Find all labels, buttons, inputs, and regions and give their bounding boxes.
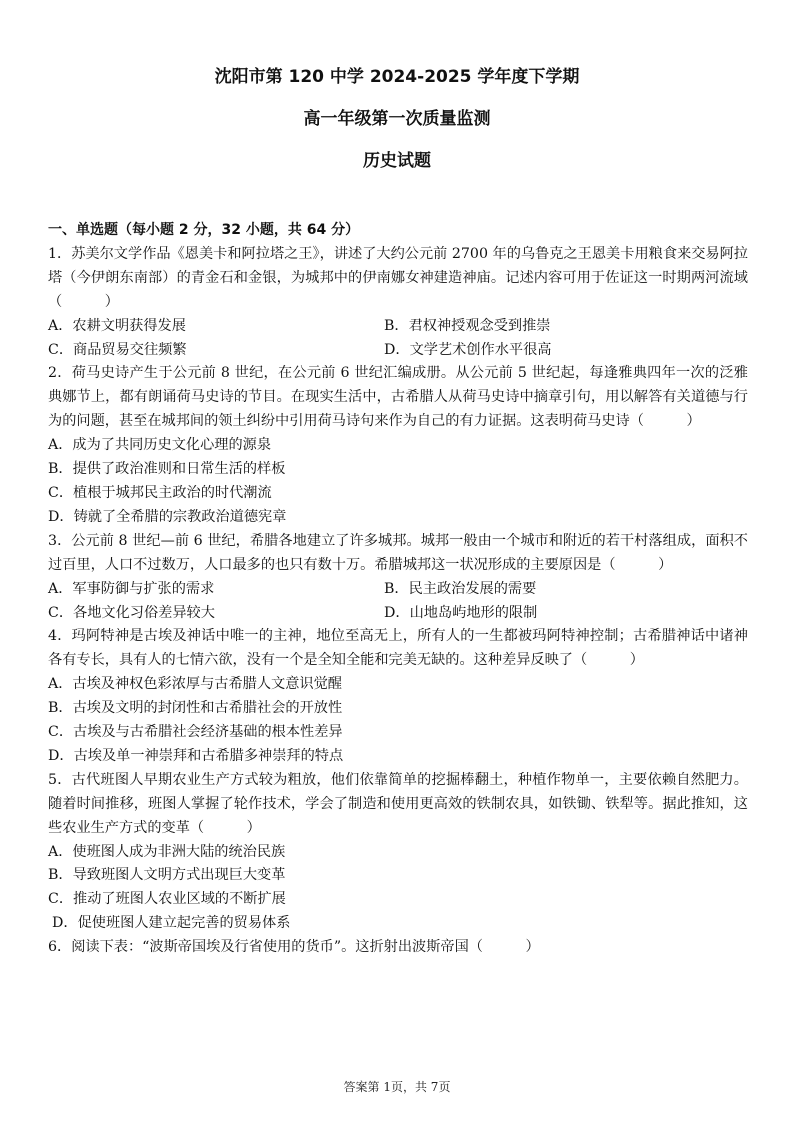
option-a: A．使班图人成为非洲大陆的统治民族 — [48, 843, 286, 860]
option-a: A．成为了共同历史文化心理的源泉 — [48, 437, 272, 454]
option-a: A．古埃及神权色彩浓厚与古希腊人文意识觉醒 — [48, 676, 342, 693]
option-a: A．农耕文明获得发展 — [48, 317, 186, 334]
option-b: B．导致班图人文明方式出现巨大变革 — [48, 867, 286, 884]
option-b: B．古埃及文明的封闭性和古希腊社会的开放性 — [48, 700, 343, 717]
option-c: C．商品贸易交往频繁 — [48, 341, 187, 358]
option-d: D．铸就了全希腊的宗教政治道德宪章 — [48, 508, 287, 525]
option-d: D．促使班图人建立起完善的贸易体系 — [52, 915, 291, 932]
question-1-stem: 1．苏美尔文学作品《恩美卡和阿拉塔之王》，讲述了大约公元前 2700 年的乌鲁克之王恩美卡用粮食来交易阿拉塔（今伊朗东南部）的青金石和金银，为城邦中的伊南娜女神建造神庙。记述内容可用于佐证这一时期两河流域（ ） — [48, 245, 748, 310]
question-4-stem: 4．玛阿特神是古埃及神话中唯一的主神，地位至高无上，所有人的一生都被玛阿特神控制；古希腊神话中诸神各有专长，具有人的七情六欲，没有一个是全知全能和完美无缺的。这种差异反映了（ ） — [48, 628, 748, 669]
question-3-options-row-2 — [48, 602, 748, 626]
option-b: B．君权神授观念受到推崇 — [384, 317, 551, 334]
question-3-options-row-1 — [48, 578, 748, 602]
page-footer: 答案第 1页，共 7页 — [343, 1080, 451, 1094]
option-d: D．山地岛屿地形的限制 — [384, 604, 538, 621]
option-c: C．推动了班图人农业区域的不断扩展 — [48, 891, 286, 908]
question-6-stem: 6．阅读下表：“波斯帝国埃及行省使用的货币”。这折射出波斯帝国（ ） — [48, 939, 540, 956]
option-c: C．古埃及与古希腊社会经济基础的根本性差异 — [48, 724, 343, 741]
option-d: D．文学艺术创作水平很高 — [384, 341, 552, 358]
option-c: C．植根于城邦民主政治的时代潮流 — [48, 484, 272, 501]
exam-subject: 历史试题 — [363, 151, 431, 171]
exam-body — [48, 219, 748, 960]
question-1-options-row-1 — [48, 315, 748, 339]
option-b: B．民主政治发展的需要 — [384, 580, 537, 597]
option-d: D．古埃及单一神崇拜和古希腊多神崇拜的特点 — [48, 747, 344, 764]
question-5-stem: 5．古代班图人早期农业生产方式较为粗放，他们依靠简单的挖掘棒翻土，种植作物单一，主要依赖自然肥力。随着时间推移，班图人掌握了轮作技术，学会了制造和使用更高效的铁制农具，如铁锄、铁犁等。据此推知，这些农业生产方式的变革（ ） — [48, 771, 748, 836]
option-b: B．提供了政治准则和日常生活的样板 — [48, 461, 286, 478]
section-heading: 一、单选题（每小题 2 分，32 小题，共 64 分） — [48, 222, 360, 238]
question-1-options-row-2 — [48, 339, 748, 363]
option-c: C．各地文化习俗差异较大 — [48, 604, 215, 621]
exam-subtitle: 高一年级第一次质量监测 — [303, 109, 491, 129]
option-a: A．军事防御与扩张的需求 — [48, 580, 215, 597]
exam-title: 沈阳市第 120 中学 2024-2025 学年度下学期 — [214, 67, 580, 87]
question-2-stem: 2．荷马史诗产生于公元前 8 世纪，在公元前 6 世纪汇编成册。从公元前 5 世纪起，每逢雅典四年一次的泛雅典娜节上，都有朗诵荷马史诗的节目。在现实生活中，古希腊人从荷马史诗中摘章引句，用以解答有关道德与行为的问题，甚至在城邦间的领土纠纷中引用荷马诗句来作为自己的有力证据。这表明荷马史诗（ ） — [48, 365, 748, 430]
question-3-stem: 3．公元前 8 世纪—前 6 世纪，希腊各地建立了许多城邦。城邦一般由一个城市和附近的若干村落组成，面积不过百里，人口不过数万，人口最多的也只有数十万。希腊城邦这一状况形成的主要原因是（ ） — [48, 532, 748, 573]
